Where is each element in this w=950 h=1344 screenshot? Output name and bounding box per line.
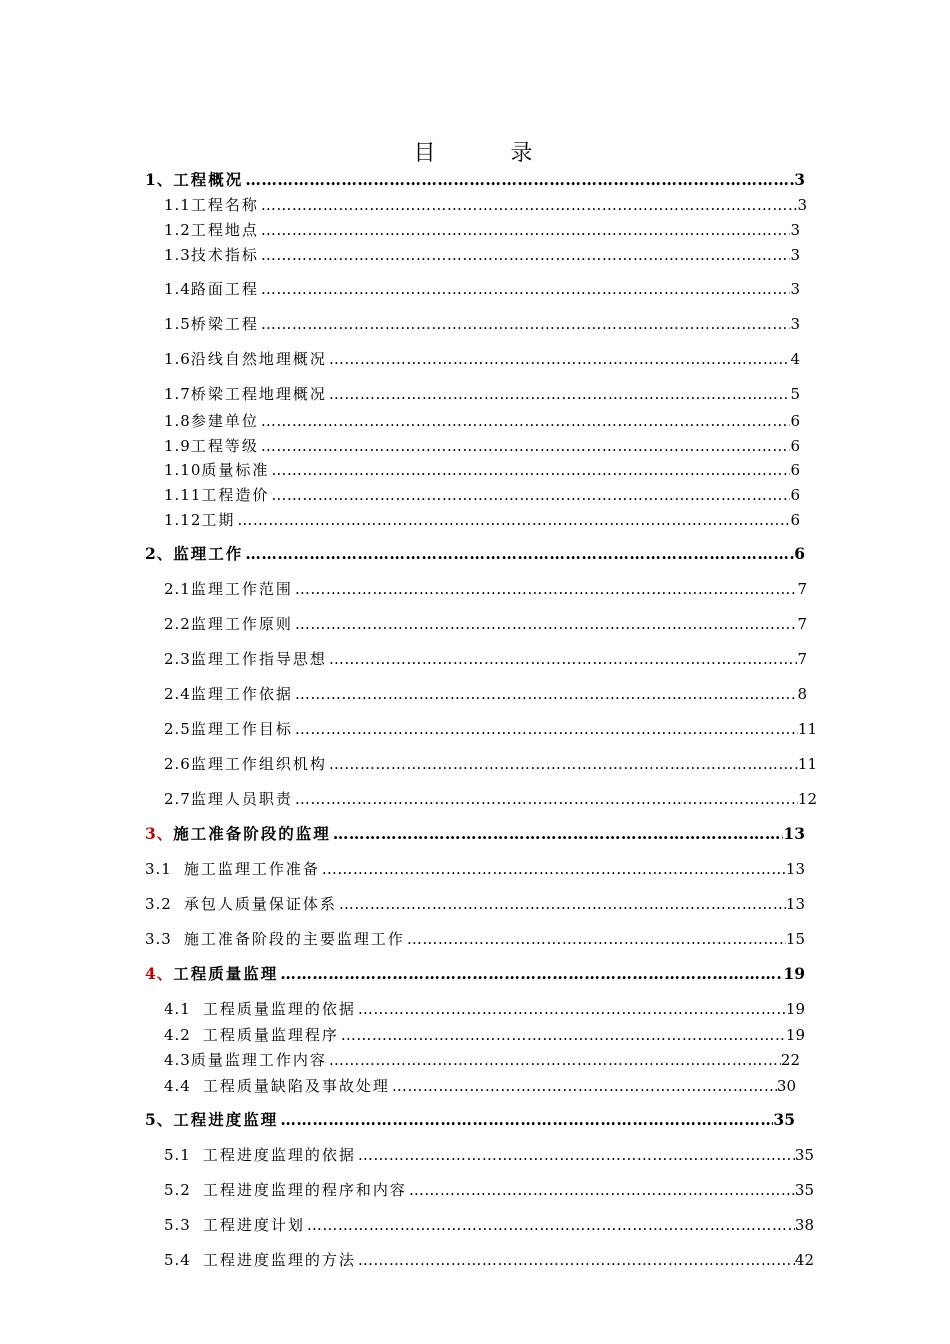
toc-entry[interactable] — [164, 1249, 814, 1271]
toc-entry[interactable] — [164, 313, 800, 335]
toc-entry-label: 工程概况 — [173, 170, 244, 189]
toc-entry-number: 5.4 — [164, 1251, 191, 1269]
toc-entry[interactable] — [145, 893, 805, 915]
toc-entry-page: 35 — [794, 1181, 814, 1199]
toc-entry-label: 施工监理工作准备 — [183, 860, 320, 878]
toc-entry[interactable] — [164, 509, 800, 531]
toc-entry[interactable] — [164, 459, 800, 481]
toc-entry-number: 2.3 — [164, 650, 191, 668]
toc-entry-number: 1.9 — [164, 437, 191, 455]
toc-entry[interactable] — [164, 484, 800, 506]
toc-entry-page: 3 — [790, 246, 800, 264]
toc-entry-number: 1.10 — [164, 461, 202, 479]
toc-leader-dots — [407, 1179, 795, 1201]
toc-entry-page: 12 — [797, 790, 817, 808]
toc-entry-label: 监理工作依据 — [190, 685, 293, 703]
toc-entry-label: 工程地点 — [190, 221, 259, 239]
toc-leader-dots — [269, 459, 790, 481]
toc-entry[interactable] — [145, 858, 805, 880]
toc-entry-label: 监理人员职责 — [190, 790, 293, 808]
toc-leader-dots — [320, 858, 786, 880]
toc-entry[interactable] — [164, 278, 800, 300]
toc-entry-label: 监理工作组织机构 — [190, 755, 327, 773]
toc-entry-page: 7 — [797, 580, 807, 598]
toc-entry-number: 3.2 — [145, 895, 172, 913]
toc-entry-page: 13 — [785, 860, 805, 878]
toc-leader-dots — [259, 313, 790, 335]
toc-leader-dots — [339, 1024, 786, 1046]
toc-entry-number: 2.7 — [164, 790, 191, 808]
toc-entry-label: 监理工作目标 — [190, 720, 293, 738]
toc-entry-number: 2.1 — [164, 580, 191, 598]
toc-entry-page: 6 — [790, 437, 800, 455]
toc-entry-page: 15 — [785, 930, 805, 948]
toc-entry-page: 6 — [790, 511, 800, 529]
toc-leader-dots — [293, 788, 798, 810]
toc-entry-page: 7 — [797, 650, 807, 668]
toc-leader-dots — [356, 1144, 795, 1166]
toc-entry-page: 13 — [783, 824, 805, 843]
toc-entry-number: 1.3 — [164, 246, 191, 264]
toc-entry[interactable] — [164, 998, 805, 1020]
toc-entry[interactable] — [164, 578, 807, 600]
toc-entry-page: 13 — [785, 895, 805, 913]
toc-entry[interactable] — [164, 718, 817, 740]
toc-entry-number: 2.4 — [164, 685, 191, 703]
toc-leader-dots — [356, 1249, 795, 1271]
toc-entry-page: 19 — [785, 1026, 805, 1044]
toc-entry[interactable] — [164, 1144, 814, 1166]
toc-leader-dots — [327, 348, 790, 370]
toc-entry[interactable] — [164, 383, 800, 405]
toc-entry-label: 承包人质量保证体系 — [183, 895, 337, 913]
toc-entry-number: 4.4 — [164, 1077, 191, 1095]
toc-leader-dots — [305, 1214, 795, 1236]
toc-entry-label: 工程质量监理程序 — [202, 1026, 339, 1044]
toc-entry[interactable] — [164, 788, 817, 810]
toc-entry-number: 2.2 — [164, 615, 191, 633]
toc-leader-dots — [293, 613, 797, 635]
toc-entry-page: 3 — [790, 280, 800, 298]
toc-entry-number: 2.6 — [164, 755, 191, 773]
toc-entry[interactable] — [145, 169, 805, 191]
toc-entry-label: 工程质量监理的依据 — [202, 1000, 356, 1018]
toc-leader-dots — [293, 718, 798, 740]
toc-entry-page: 8 — [797, 685, 807, 703]
toc-entry-label: 路面工程 — [190, 280, 259, 298]
toc-entry-number: 1.12 — [164, 511, 202, 529]
toc-entry-label: 工程进度监理 — [173, 1110, 279, 1129]
toc-entry-number: 1.2 — [164, 221, 191, 239]
toc-entry[interactable] — [164, 1024, 805, 1046]
toc-entry-label: 施工准备阶段的监理 — [173, 824, 331, 843]
toc-entry-number: 1、 — [145, 170, 174, 189]
toc-entry[interactable] — [164, 194, 807, 216]
toc-entry-label: 监理工作原则 — [190, 615, 293, 633]
toc-entry-number: 3.3 — [145, 930, 172, 948]
toc-entry[interactable] — [145, 928, 805, 950]
toc-entry-number: 1.8 — [164, 412, 191, 430]
toc-entry[interactable] — [164, 219, 800, 241]
toc-entry-number: 1.1 — [164, 196, 191, 214]
toc-entry-number: 5、 — [145, 1110, 174, 1129]
toc-entry[interactable] — [145, 963, 805, 985]
toc-leader-dots — [337, 893, 786, 915]
toc-leader-dots — [235, 509, 790, 531]
toc-entry[interactable] — [164, 683, 807, 705]
toc-leader-dots — [327, 753, 798, 775]
toc-entry-page: 3 — [790, 221, 800, 239]
toc-leader-dots — [259, 194, 797, 216]
toc-entry-label: 工期 — [201, 511, 236, 529]
toc-entry-label: 工程质量缺陷及事故处理 — [202, 1077, 390, 1095]
toc-entry-number: 5.1 — [164, 1146, 191, 1164]
toc-entry-label: 工程等级 — [190, 437, 259, 455]
toc-leader-dots — [327, 1049, 781, 1071]
toc-entry-label: 桥梁工程地理概况 — [190, 385, 327, 403]
toc-entry[interactable] — [164, 1075, 796, 1097]
toc-entry[interactable] — [145, 543, 805, 565]
toc-entry-page: 6 — [794, 544, 805, 563]
toc-leader-dots — [356, 998, 786, 1020]
toc-entry-page: 11 — [797, 755, 817, 773]
toc-entry-label: 质量标准 — [201, 461, 270, 479]
toc-leader-dots — [259, 278, 790, 300]
toc-entry-label: 桥梁工程 — [190, 315, 259, 333]
toc-leader-dots — [259, 219, 790, 241]
toc-leader-dots — [405, 928, 786, 950]
toc-entry-page: 19 — [783, 964, 805, 983]
toc-entry-page: 4 — [790, 350, 800, 368]
toc-entry[interactable] — [164, 1179, 814, 1201]
toc-entry-number: 1.11 — [164, 486, 202, 504]
toc-entry-number: 2.5 — [164, 720, 191, 738]
toc-entry-label: 工程造价 — [201, 486, 270, 504]
toc-entry-page: 11 — [797, 720, 817, 738]
toc-entry-label: 沿线自然地理概况 — [190, 350, 327, 368]
toc-entry[interactable] — [164, 410, 800, 432]
toc-entry-label: 监理工作指导思想 — [190, 650, 327, 668]
toc-leader-dots — [293, 578, 797, 600]
toc-title: 目 录 — [413, 141, 567, 166]
toc-entry-page: 42 — [794, 1251, 814, 1269]
toc-leader-dots — [259, 244, 790, 266]
toc-entry-label: 技术指标 — [190, 246, 259, 264]
toc-entry-number: 4.3 — [164, 1051, 191, 1069]
toc-entry-page: 19 — [785, 1000, 805, 1018]
toc-leader-dots — [278, 963, 783, 985]
toc-leader-dots — [331, 823, 784, 845]
toc-entry-label: 施工准备阶段的主要监理工作 — [183, 930, 405, 948]
toc-leader-dots — [243, 543, 794, 565]
toc-entry-page: 7 — [797, 615, 807, 633]
toc-entry-page: 22 — [780, 1051, 800, 1069]
toc-entry[interactable] — [164, 348, 800, 370]
toc-entry-label: 工程名称 — [190, 196, 259, 214]
toc-entry-page: 3 — [790, 315, 800, 333]
toc-entry-number: 5.3 — [164, 1216, 191, 1234]
toc-entry[interactable] — [145, 1109, 795, 1131]
toc-entry-number: 3.1 — [145, 860, 172, 878]
toc-entry-label: 监理工作范围 — [190, 580, 293, 598]
toc-leader-dots — [259, 435, 790, 457]
toc-entry-number: 1.5 — [164, 315, 191, 333]
toc-entry-page: 6 — [790, 412, 800, 430]
toc-leader-dots — [269, 484, 790, 506]
toc-leader-dots — [390, 1075, 777, 1097]
toc-entry-label: 工程进度监理的程序和内容 — [202, 1181, 407, 1199]
toc-entry-label: 工程进度监理的方法 — [202, 1251, 356, 1269]
toc-entry-label: 工程进度计划 — [202, 1216, 305, 1234]
toc-leader-dots — [293, 683, 797, 705]
toc-entry-page: 3 — [794, 170, 805, 189]
toc-entry-number: 3、 — [145, 824, 174, 843]
toc-leader-dots — [259, 410, 790, 432]
toc-entry-page: 30 — [776, 1077, 796, 1095]
toc-leader-dots — [278, 1109, 773, 1131]
toc-leader-dots — [327, 383, 790, 405]
toc-entry-page: 3 — [797, 196, 807, 214]
toc-entry[interactable] — [164, 753, 817, 775]
toc-entry-label: 工程进度监理的依据 — [202, 1146, 356, 1164]
toc-entry-number: 1.6 — [164, 350, 191, 368]
toc-entry-page: 5 — [790, 385, 800, 403]
toc-entry-number: 4、 — [145, 964, 174, 983]
toc-entry[interactable] — [145, 823, 805, 845]
toc-leader-dots — [243, 169, 794, 191]
toc-entry-page: 35 — [794, 1146, 814, 1164]
toc-entry-number: 1.4 — [164, 280, 191, 298]
toc-entry-number: 1.7 — [164, 385, 191, 403]
toc-entry-label: 质量监理工作内容 — [190, 1051, 327, 1069]
toc-entry-page: 6 — [790, 486, 800, 504]
toc-entry[interactable] — [164, 435, 800, 457]
toc-entry-page: 6 — [790, 461, 800, 479]
toc-entry-page: 38 — [794, 1216, 814, 1234]
toc-entry-label: 监理工作 — [173, 544, 244, 563]
toc-entry-number: 4.1 — [164, 1000, 191, 1018]
toc-entry[interactable] — [164, 1214, 814, 1236]
toc-entry-number: 5.2 — [164, 1181, 191, 1199]
toc-entry[interactable] — [164, 1049, 800, 1071]
toc-leader-dots — [327, 648, 797, 670]
toc-entry-number: 4.2 — [164, 1026, 191, 1044]
toc-entry-page: 35 — [773, 1110, 795, 1129]
toc-entry-number: 2、 — [145, 544, 174, 563]
toc-entry-label: 参建单位 — [190, 412, 259, 430]
toc-entry[interactable] — [164, 244, 800, 266]
toc-entry-label: 工程质量监理 — [173, 964, 279, 983]
toc-entry[interactable] — [164, 648, 807, 670]
toc-entry[interactable] — [164, 613, 807, 635]
